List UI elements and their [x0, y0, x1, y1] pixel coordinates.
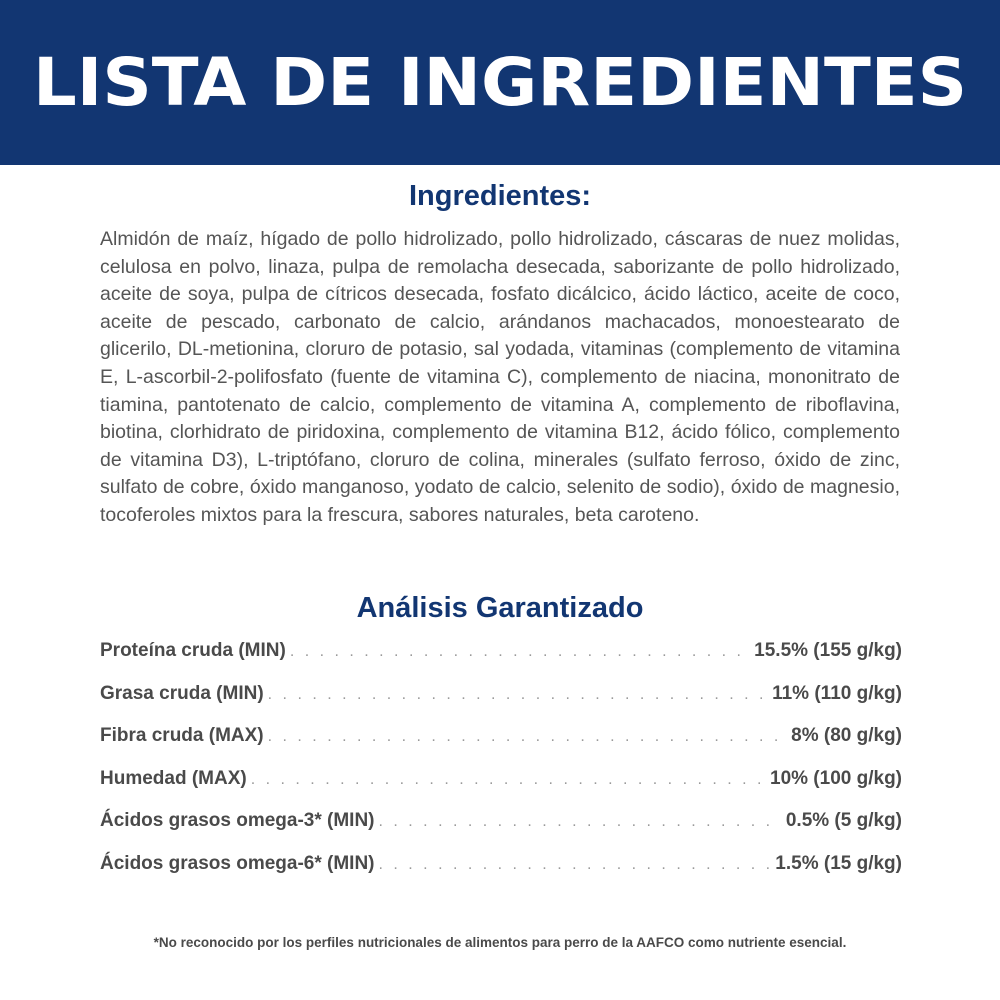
- analysis-row-omega-3: [100, 810, 902, 853]
- guaranteed-analysis-table: [100, 640, 902, 896]
- analysis-row-value: 10% (100 g/kg): [770, 767, 902, 789]
- analysis-row-value: 15.5% (155 g/kg): [754, 640, 902, 661]
- analysis-row-omega-6: [100, 853, 902, 896]
- dot-leader: [290, 643, 750, 661]
- analysis-row-label: Ácidos grasos omega-6* (MIN): [100, 852, 375, 874]
- analysis-row-label: Fibra cruda (MAX): [100, 725, 264, 747]
- dot-leader: [379, 813, 782, 831]
- analysis-row-moisture: [100, 768, 902, 811]
- analysis-row-label: Ácidos grasos omega-3* (MIN): [100, 810, 375, 832]
- analysis-row-label: Grasa cruda (MIN): [100, 682, 264, 704]
- ingredients-list: Almidón de maíz, hígado de pollo hidrolizado, pollo hidrolizado, cáscaras de nuez molidas, celulosa en polvo, linaza, pulpa de remolacha desecada, saborizante de pollo hidrolizado, aceite de soya, pulpa de cítricos desecada, fosfato dicálcico, ácido láctico, aceite de coco, aceite de pescado, carbonato de calcio, arándanos machacados, monoestearato de glicerilo, DL-metionina, cloruro de potasio, sal yodada, vitaminas (complemento de vitamina E, L-ascorbil-2-polifosfato (fuente de vitamina C), complemento de niacina, mononitrato de tiamina, pantotenato de calcio, complemento de vitamina A, complemento de riboflavina, biotina, clorhidrato de piridoxina, complemento de vitamina B12, ácido fólico, complemento de vitamina D3), L-triptófano, cloruro de colina, minerales (sulfato ferroso, óxido de zinc, sulfato de cobre, óxido manganoso, yodato de calcio, selenito de sodio), óxido de magnesio, tocoferoles mixtos para la frescura, sabores naturales, beta caroteno.: [100, 228, 900, 526]
- analysis-row-value: 1.5% (15 g/kg): [775, 852, 902, 874]
- guaranteed-analysis-heading: Análisis Garantizado: [356, 592, 644, 624]
- analysis-row-value: 11% (110 g/kg): [772, 682, 902, 704]
- analysis-row-fiber: [100, 725, 902, 768]
- page-title: LISTA DE INGREDIENTES: [32, 44, 968, 121]
- analysis-row-label: Proteína cruda (MIN): [100, 640, 286, 661]
- ingredients-heading: Ingredientes:: [408, 180, 592, 212]
- analysis-row-protein: [100, 640, 902, 683]
- dot-leader: [251, 771, 766, 789]
- analysis-row-value: 8% (80 g/kg): [791, 725, 902, 747]
- dot-leader: [268, 686, 768, 704]
- analysis-row-fat: [100, 683, 902, 726]
- analysis-row-label: Humedad (MAX): [100, 767, 247, 789]
- title-banner: [0, 0, 1000, 165]
- analysis-row-value: 0.5% (5 g/kg): [785, 810, 902, 832]
- dot-leader: [268, 728, 788, 746]
- footnote: *No reconocido por los perfiles nutricionales de alimentos para perro de la AAFCO como nutriente esencial.: [153, 935, 847, 950]
- dot-leader: [379, 856, 772, 874]
